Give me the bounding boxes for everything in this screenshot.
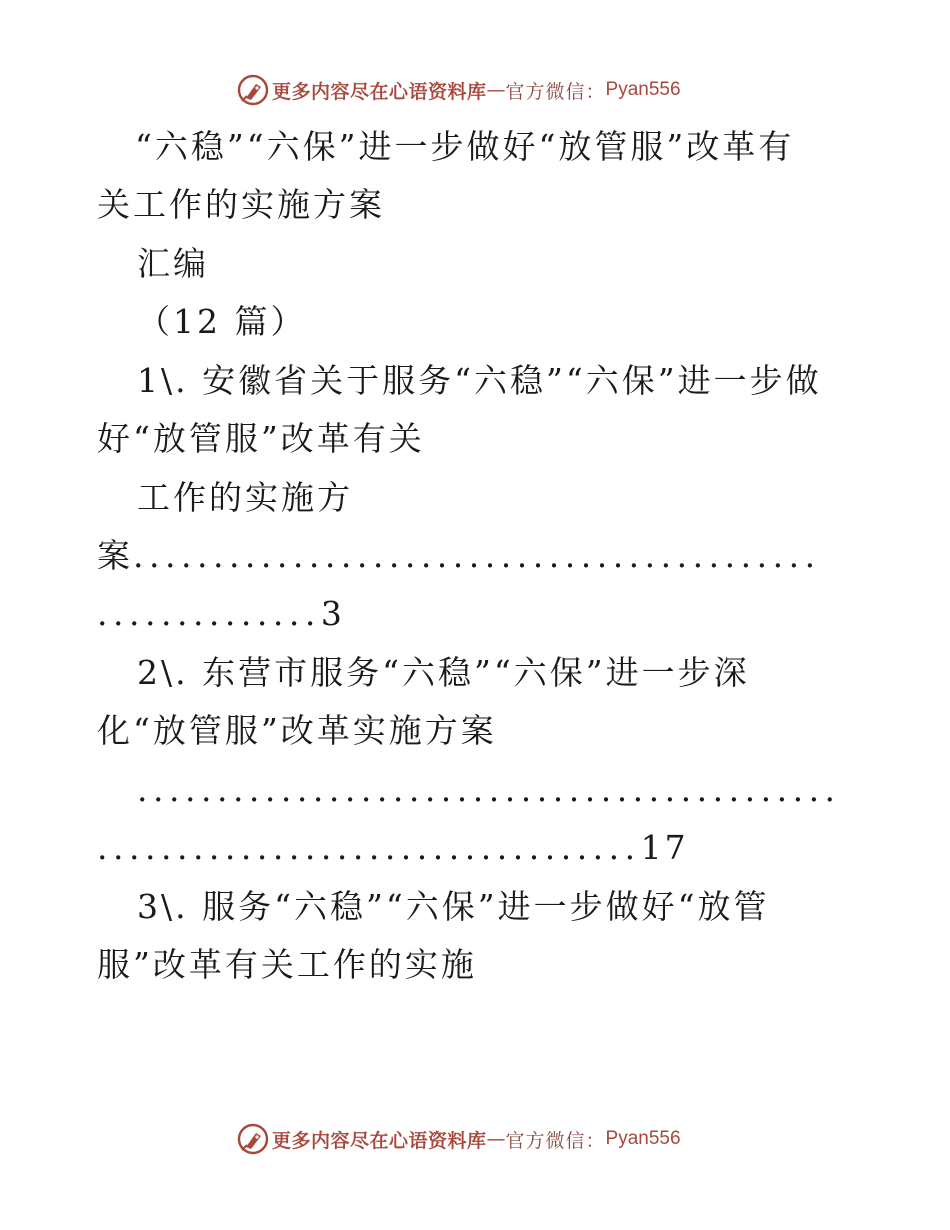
toc-item-2-line-1: 2\. 东营市服务“六稳”“六保”进一步深	[137, 653, 750, 692]
toc-item-2-leader-2: ..................................	[97, 828, 641, 867]
watermark-wechat-label: 官方微信：	[505, 80, 606, 103]
toc-item-1-line-1: 1\. 安徽省关于服务“六稳”“六保”进一步做	[137, 361, 822, 400]
pen-nib-seal-icon	[236, 1122, 270, 1156]
toc-item-1-page-line	[97, 592, 950, 636]
watermark-dash: —	[486, 1128, 506, 1150]
toc-item-1-line-4-prefix: 案	[97, 536, 133, 575]
pen-nib-seal-icon	[236, 73, 270, 107]
toc-item-1-line-2: 好“放管服”改革有关	[97, 419, 425, 458]
header-watermark	[236, 73, 681, 107]
watermark-wechat-id: Pyan556	[605, 1128, 681, 1149]
watermark-main-text: 更多内容尽在心语资料库	[272, 1129, 487, 1152]
toc-item-2-page-number: 17	[640, 828, 689, 867]
toc-item-2-page-line	[97, 826, 950, 870]
toc-item-2-line-2: 化“放管服”改革实施方案	[97, 711, 497, 750]
toc-item-1-line-3: 工作的实施方	[137, 478, 353, 517]
toc-item-2-leader-1: ............................................	[137, 770, 841, 809]
toc-item-3-line-2: 服”改革有关工作的实施	[97, 945, 477, 984]
watermark-wechat-label: 官方微信：	[505, 1129, 606, 1152]
toc-item-3-line-1: 3\. 服务“六稳”“六保”进一步做好“放管	[137, 887, 770, 926]
toc-item-1-leader-2: ..............	[97, 594, 321, 633]
toc-item-1-page-number: 3	[320, 594, 345, 633]
watermark-main-text: 更多内容尽在心语资料库	[272, 80, 487, 103]
watermark-wechat-id: Pyan556	[605, 79, 681, 100]
toc-item-2-leader-line	[137, 768, 950, 812]
toc-item-1-leader-line	[97, 534, 950, 578]
doc-title-line-3: 汇编	[137, 244, 209, 283]
doc-title-line-1: “六稳”“六保”进一步做好“放管服”改革有	[135, 127, 795, 166]
toc-item-1-leader-1: ...........................................	[133, 536, 821, 575]
doc-count: （12 篇）	[137, 302, 307, 341]
watermark-dash: —	[486, 79, 506, 101]
footer-watermark	[236, 1122, 681, 1156]
doc-title-line-2: 关工作的实施方案	[97, 185, 385, 224]
